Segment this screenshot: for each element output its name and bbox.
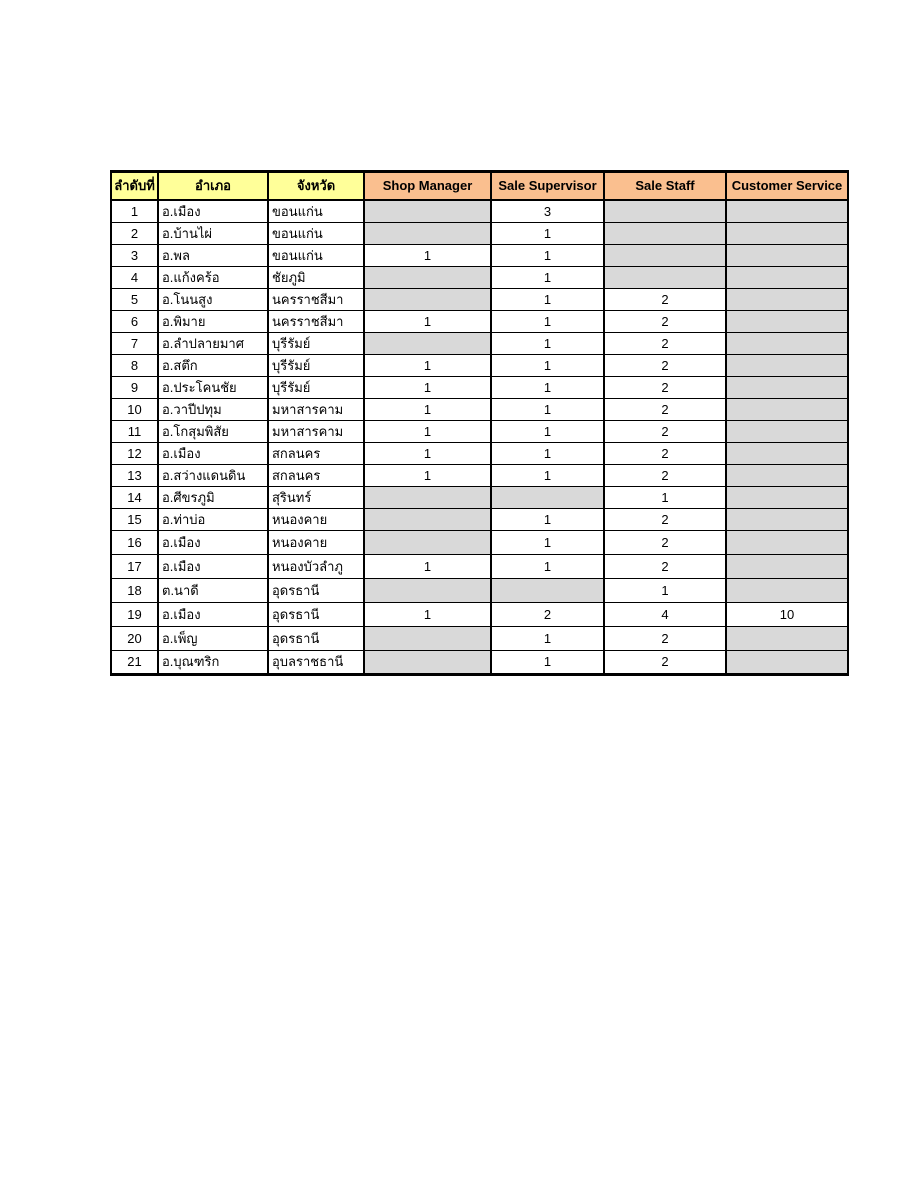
cell-sale_staff: 2	[604, 398, 726, 420]
cell-sale_supervisor	[491, 578, 604, 602]
cell-customer_service	[726, 310, 848, 332]
cell-no: 1	[111, 200, 158, 223]
cell-province: บุรีรัมย์	[268, 332, 364, 354]
cell-district: อ.ท่าบ่อ	[158, 508, 268, 530]
cell-shop_manager	[364, 222, 491, 244]
cell-no: 21	[111, 650, 158, 674]
cell-province: หนองคาย	[268, 508, 364, 530]
cell-sale_supervisor: 1	[491, 266, 604, 288]
cell-province: มหาสารคาม	[268, 420, 364, 442]
cell-sale_staff: 2	[604, 530, 726, 554]
cell-sale_supervisor: 1	[491, 222, 604, 244]
cell-sale_staff	[604, 200, 726, 223]
cell-district: อ.สตึก	[158, 354, 268, 376]
cell-district: อ.เมือง	[158, 442, 268, 464]
cell-no: 19	[111, 602, 158, 626]
cell-province: บุรีรัมย์	[268, 376, 364, 398]
cell-sale_staff: 2	[604, 420, 726, 442]
cell-province: สกลนคร	[268, 442, 364, 464]
cell-province: ขอนแก่น	[268, 222, 364, 244]
cell-no: 8	[111, 354, 158, 376]
cell-customer_service	[726, 332, 848, 354]
cell-no: 12	[111, 442, 158, 464]
cell-district: อ.เมือง	[158, 602, 268, 626]
cell-province: หนองบัวลำภู	[268, 554, 364, 578]
table-row	[111, 650, 848, 674]
cell-customer_service	[726, 626, 848, 650]
column-header-sale_supervisor: Sale Supervisor	[491, 172, 604, 200]
cell-sale_staff: 2	[604, 310, 726, 332]
cell-customer_service	[726, 398, 848, 420]
cell-district: อ.โกสุมพิสัย	[158, 420, 268, 442]
cell-sale_supervisor: 1	[491, 376, 604, 398]
cell-sale_staff: 2	[604, 332, 726, 354]
cell-shop_manager	[364, 486, 491, 508]
cell-district: อ.เพ็ญ	[158, 626, 268, 650]
table-row	[111, 464, 848, 486]
cell-shop_manager	[364, 200, 491, 223]
cell-province: ขอนแก่น	[268, 200, 364, 223]
cell-shop_manager: 1	[364, 464, 491, 486]
cell-shop_manager: 1	[364, 420, 491, 442]
cell-shop_manager: 1	[364, 244, 491, 266]
table-row	[111, 508, 848, 530]
cell-customer_service	[726, 530, 848, 554]
cell-shop_manager: 1	[364, 398, 491, 420]
cell-sale_supervisor: 1	[491, 354, 604, 376]
table-row	[111, 266, 848, 288]
cell-district: อ.โนนสูง	[158, 288, 268, 310]
cell-no: 6	[111, 310, 158, 332]
cell-district: อ.แก้งคร้อ	[158, 266, 268, 288]
table-row	[111, 578, 848, 602]
cell-customer_service: 10	[726, 602, 848, 626]
cell-province: ขอนแก่น	[268, 244, 364, 266]
cell-shop_manager	[364, 626, 491, 650]
cell-province: อุบลราชธานี	[268, 650, 364, 674]
cell-sale_supervisor: 1	[491, 288, 604, 310]
table-row	[111, 354, 848, 376]
cell-province: หนองคาย	[268, 530, 364, 554]
cell-customer_service	[726, 508, 848, 530]
staff-allocation-table	[110, 170, 849, 676]
table-row	[111, 288, 848, 310]
cell-sale_supervisor: 1	[491, 626, 604, 650]
cell-customer_service	[726, 554, 848, 578]
cell-sale_staff: 1	[604, 486, 726, 508]
cell-customer_service	[726, 266, 848, 288]
column-header-district: อำเภอ	[158, 172, 268, 200]
cell-sale_staff: 2	[604, 354, 726, 376]
column-header-province: จังหวัด	[268, 172, 364, 200]
cell-no: 14	[111, 486, 158, 508]
cell-sale_supervisor	[491, 486, 604, 508]
cell-shop_manager	[364, 332, 491, 354]
cell-sale_staff: 2	[604, 626, 726, 650]
cell-province: มหาสารคาม	[268, 398, 364, 420]
column-header-no: ลำดับที่	[111, 172, 158, 200]
cell-sale_supervisor: 1	[491, 554, 604, 578]
cell-shop_manager: 1	[364, 554, 491, 578]
cell-no: 18	[111, 578, 158, 602]
header-row	[111, 172, 848, 200]
cell-no: 10	[111, 398, 158, 420]
cell-province: อุดรธานี	[268, 626, 364, 650]
cell-customer_service	[726, 578, 848, 602]
cell-district: อ.สว่างแดนดิน	[158, 464, 268, 486]
cell-shop_manager	[364, 288, 491, 310]
cell-no: 9	[111, 376, 158, 398]
cell-sale_supervisor: 1	[491, 244, 604, 266]
cell-province: นครราชสีมา	[268, 288, 364, 310]
cell-no: 11	[111, 420, 158, 442]
cell-district: ต.นาดี	[158, 578, 268, 602]
cell-district: อ.บุณฑริก	[158, 650, 268, 674]
cell-sale_staff: 2	[604, 650, 726, 674]
cell-sale_staff: 2	[604, 554, 726, 578]
cell-shop_manager: 1	[364, 376, 491, 398]
cell-no: 3	[111, 244, 158, 266]
cell-province: บุรีรัมย์	[268, 354, 364, 376]
cell-no: 4	[111, 266, 158, 288]
cell-customer_service	[726, 222, 848, 244]
cell-customer_service	[726, 420, 848, 442]
cell-sale_supervisor: 1	[491, 530, 604, 554]
cell-no: 17	[111, 554, 158, 578]
cell-sale_supervisor: 1	[491, 398, 604, 420]
table-row	[111, 200, 848, 223]
table-row	[111, 332, 848, 354]
cell-district: อ.พิมาย	[158, 310, 268, 332]
cell-sale_staff	[604, 222, 726, 244]
cell-customer_service	[726, 244, 848, 266]
cell-customer_service	[726, 200, 848, 223]
table-body	[111, 200, 848, 675]
cell-sale_supervisor: 1	[491, 310, 604, 332]
cell-shop_manager	[364, 508, 491, 530]
cell-sale_staff: 2	[604, 464, 726, 486]
cell-customer_service	[726, 650, 848, 674]
cell-sale_supervisor: 3	[491, 200, 604, 223]
cell-sale_staff: 2	[604, 376, 726, 398]
cell-province: อุดรธานี	[268, 602, 364, 626]
cell-province: สกลนคร	[268, 464, 364, 486]
cell-customer_service	[726, 376, 848, 398]
cell-no: 2	[111, 222, 158, 244]
cell-sale_supervisor: 1	[491, 442, 604, 464]
cell-customer_service	[726, 464, 848, 486]
table-row	[111, 554, 848, 578]
cell-customer_service	[726, 442, 848, 464]
cell-no: 16	[111, 530, 158, 554]
cell-shop_manager	[364, 650, 491, 674]
cell-district: อ.ลำปลายมาศ	[158, 332, 268, 354]
cell-customer_service	[726, 288, 848, 310]
cell-customer_service	[726, 354, 848, 376]
table-row	[111, 310, 848, 332]
cell-no: 5	[111, 288, 158, 310]
table-row	[111, 398, 848, 420]
table-row	[111, 244, 848, 266]
cell-sale_staff: 4	[604, 602, 726, 626]
cell-shop_manager: 1	[364, 442, 491, 464]
cell-district: อ.เมือง	[158, 200, 268, 223]
cell-shop_manager: 1	[364, 354, 491, 376]
cell-sale_supervisor: 1	[491, 650, 604, 674]
column-header-shop_manager: Shop Manager	[364, 172, 491, 200]
cell-shop_manager	[364, 578, 491, 602]
cell-district: อ.เมือง	[158, 554, 268, 578]
cell-sale_staff	[604, 244, 726, 266]
table-row	[111, 626, 848, 650]
table-row	[111, 376, 848, 398]
table-row	[111, 222, 848, 244]
cell-customer_service	[726, 486, 848, 508]
cell-sale_staff: 2	[604, 288, 726, 310]
table-row	[111, 530, 848, 554]
cell-sale_staff: 2	[604, 508, 726, 530]
cell-sale_staff: 2	[604, 442, 726, 464]
cell-province: อุดรธานี	[268, 578, 364, 602]
cell-district: อ.ศีขรภูมิ	[158, 486, 268, 508]
cell-district: อ.วาปีปทุม	[158, 398, 268, 420]
table-row	[111, 442, 848, 464]
cell-province: สุรินทร์	[268, 486, 364, 508]
table-row	[111, 420, 848, 442]
cell-sale_supervisor: 1	[491, 420, 604, 442]
cell-province: นครราชสีมา	[268, 310, 364, 332]
cell-district: อ.พล	[158, 244, 268, 266]
cell-sale_supervisor: 1	[491, 508, 604, 530]
cell-shop_manager: 1	[364, 602, 491, 626]
cell-sale_staff	[604, 266, 726, 288]
cell-sale_supervisor: 1	[491, 464, 604, 486]
cell-no: 20	[111, 626, 158, 650]
cell-sale_supervisor: 1	[491, 332, 604, 354]
table-row	[111, 486, 848, 508]
cell-shop_manager	[364, 266, 491, 288]
cell-shop_manager: 1	[364, 310, 491, 332]
cell-district: อ.เมือง	[158, 530, 268, 554]
column-header-customer_service: Customer Service	[726, 172, 848, 200]
cell-shop_manager	[364, 530, 491, 554]
cell-no: 15	[111, 508, 158, 530]
table-row	[111, 602, 848, 626]
cell-no: 13	[111, 464, 158, 486]
cell-sale_staff: 1	[604, 578, 726, 602]
column-header-sale_staff: Sale Staff	[604, 172, 726, 200]
cell-district: อ.บ้านไผ่	[158, 222, 268, 244]
cell-district: อ.ประโคนชัย	[158, 376, 268, 398]
cell-no: 7	[111, 332, 158, 354]
cell-province: ชัยภูมิ	[268, 266, 364, 288]
cell-sale_supervisor: 2	[491, 602, 604, 626]
